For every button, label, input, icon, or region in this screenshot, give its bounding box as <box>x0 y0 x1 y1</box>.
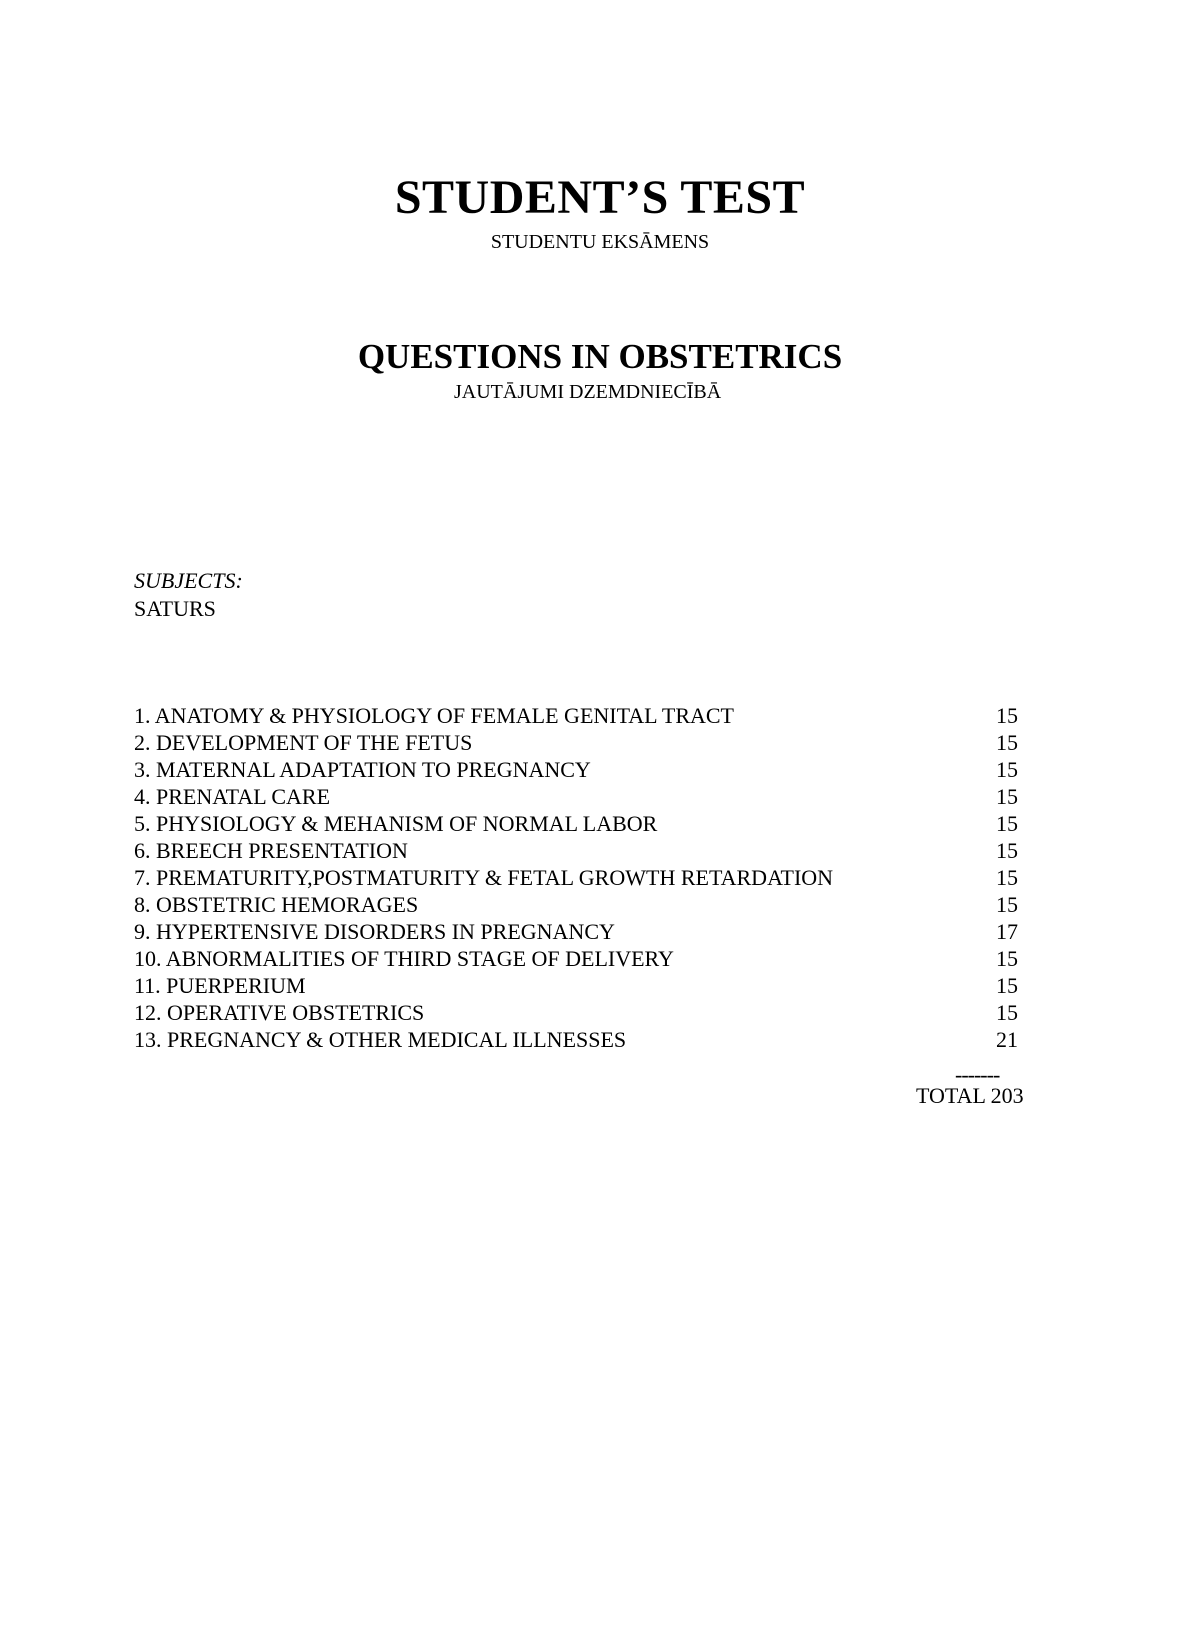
total-label: TOTAL 203 <box>916 1083 1024 1108</box>
subject-row <box>134 810 1034 837</box>
subject-name: 10. ABNORMALITIES OF THIRD STAGE OF DELIVERY <box>134 946 674 971</box>
subject-name: 3. MATERNAL ADAPTATION TO PREGNANCY <box>134 757 591 782</box>
subject-question-count: 15 <box>996 757 1018 782</box>
subject-question-count: 15 <box>996 865 1018 890</box>
subject-name: 11. PUERPERIUM <box>134 973 306 998</box>
subject-row <box>134 999 1034 1026</box>
subject-name: 4. PRENATAL CARE <box>134 784 331 809</box>
subject-question-count: 15 <box>996 946 1018 971</box>
sum-divider: ------- <box>955 1062 1000 1087</box>
subject-name: 13. PREGNANCY & OTHER MEDICAL ILLNESSES <box>134 1027 627 1052</box>
subject-name: 12. OPERATIVE OBSTETRICS <box>134 1000 425 1025</box>
subject-name: 1. ANATOMY & PHYSIOLOGY OF FEMALE GENITAL TRACT <box>134 703 734 728</box>
subject-row <box>134 783 1034 810</box>
subject-row <box>134 729 1034 756</box>
subject-name: 8. OBSTETRIC HEMORAGES <box>134 892 419 917</box>
subject-list <box>134 702 1034 1053</box>
subject-name: 9. HYPERTENSIVE DISORDERS IN PREGNANCY <box>134 919 615 944</box>
subject-name: 2. DEVELOPMENT OF THE FETUS <box>134 730 473 755</box>
subject-question-count: 15 <box>996 730 1018 755</box>
subject-question-count: 17 <box>996 919 1018 944</box>
subjects-label: SUBJECTS: <box>134 568 243 593</box>
subject-question-count: 15 <box>996 892 1018 917</box>
subject-question-count: 15 <box>996 1000 1018 1025</box>
subject-row <box>134 837 1034 864</box>
subject-name: 6. BREECH PRESENTATION <box>134 838 408 863</box>
subjects-label-translation: SATURS <box>134 596 216 621</box>
document-title: STUDENT’S TEST <box>394 171 806 224</box>
subject-row <box>134 702 1034 729</box>
subject-question-count: 15 <box>996 784 1018 809</box>
subject-row <box>134 864 1034 891</box>
subject-row <box>134 891 1034 918</box>
section-heading: QUESTIONS IN OBSTETRICS <box>357 337 843 376</box>
subject-question-count: 15 <box>996 838 1018 863</box>
subject-row <box>134 918 1034 945</box>
subject-name: 5. PHYSIOLOGY & MEHANISM OF NORMAL LABOR <box>134 811 658 836</box>
subject-question-count: 15 <box>996 811 1018 836</box>
subject-row <box>134 1026 1034 1053</box>
subject-row <box>134 945 1034 972</box>
subject-name: 7. PREMATURITY,POSTMATURITY & FETAL GROWTH RETARDATION <box>134 865 834 890</box>
section-heading-translation: JAUTĀJUMI DZEMDNIECĪBĀ <box>454 381 722 403</box>
document-title-translation: STUDENTU EKSĀMENS <box>490 231 710 253</box>
subject-row <box>134 756 1034 783</box>
subject-row <box>134 972 1034 999</box>
subject-question-count: 15 <box>996 973 1018 998</box>
subject-question-count: 15 <box>996 703 1018 728</box>
subject-question-count: 21 <box>996 1027 1018 1052</box>
